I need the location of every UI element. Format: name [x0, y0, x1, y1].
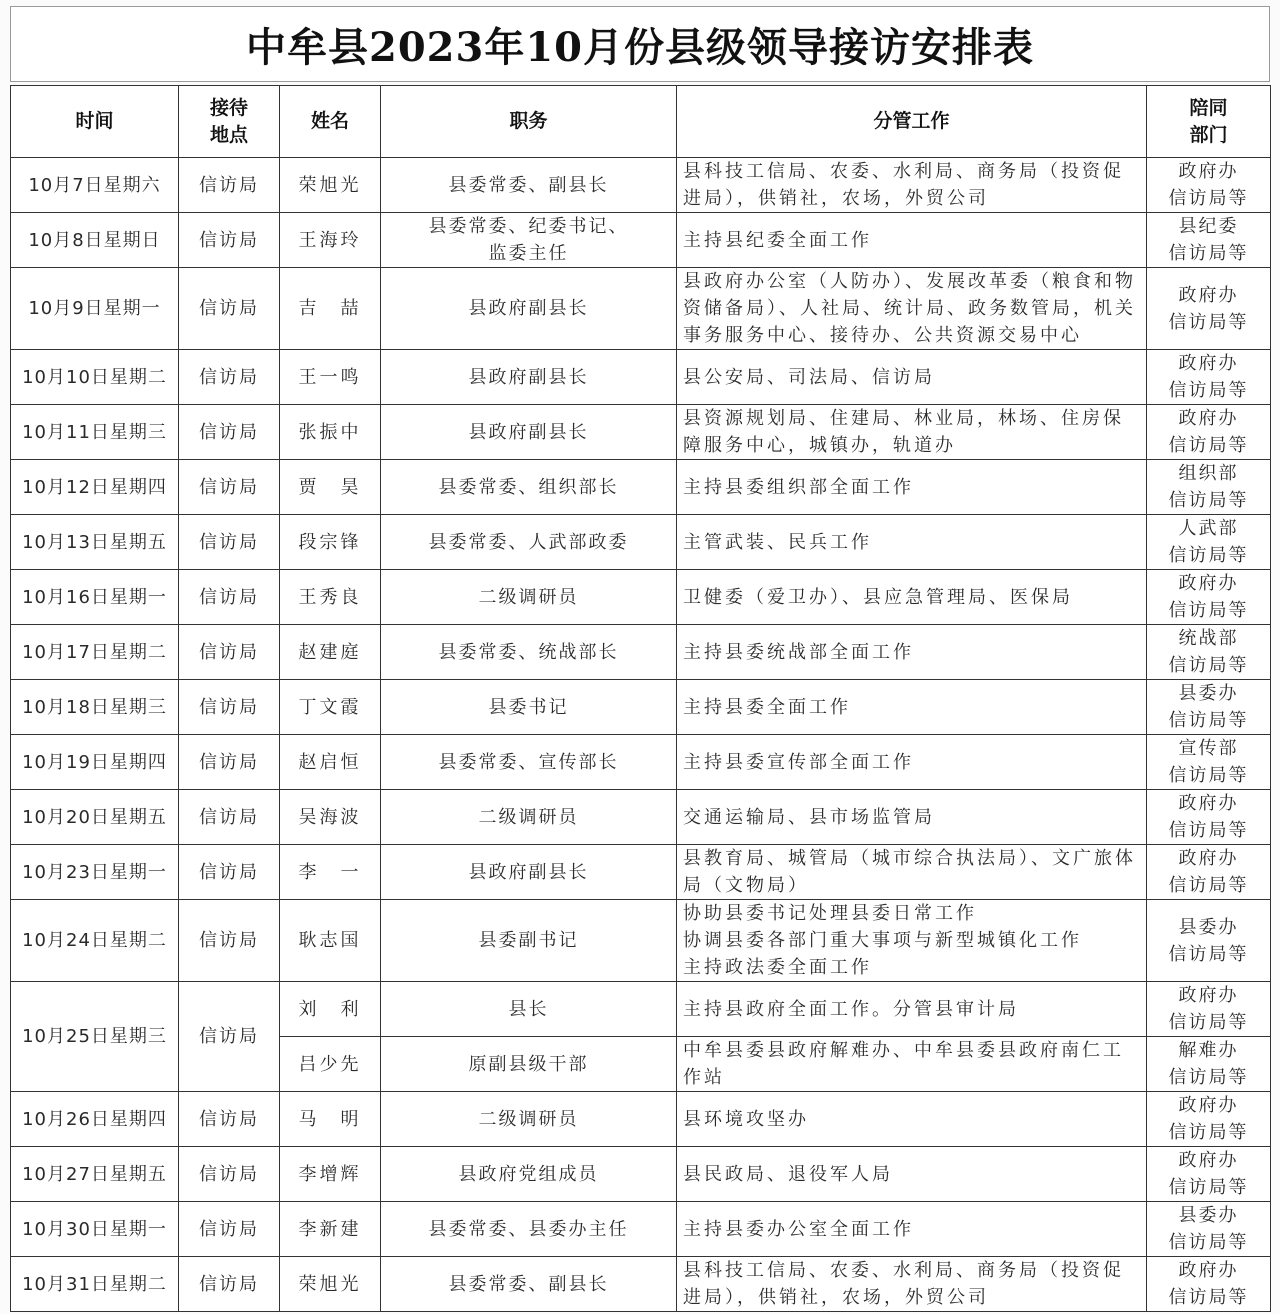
position-cell: 县委常委、宣传部长: [381, 735, 677, 790]
work-cell: 主持县委统战部全面工作: [677, 625, 1147, 680]
header-date: 时间: [11, 86, 179, 158]
dept-cell: 政府办 信访局等: [1147, 845, 1271, 900]
name-cell: 耿志国: [280, 900, 381, 982]
date-cell: 10月8日星期日: [11, 213, 179, 268]
work-cell: 卫健委（爱卫办）、县应急管理局、医保局: [677, 570, 1147, 625]
dept-cell: 统战部 信访局等: [1147, 625, 1271, 680]
name-cell: 刘 利: [280, 982, 381, 1037]
work-cell: 主持县委办公室全面工作: [677, 1202, 1147, 1257]
table-row: [11, 405, 1271, 460]
location-cell: 信访局: [179, 515, 280, 570]
location-cell: 信访局: [179, 213, 280, 268]
location-cell: 信访局: [179, 790, 280, 845]
work-cell: 主持县政府全面工作。分管县审计局: [677, 982, 1147, 1037]
table-row: [11, 158, 1271, 213]
header-work: 分管工作: [677, 86, 1147, 158]
position-cell: 原副县级干部: [381, 1037, 677, 1092]
dept-cell: 政府办 信访局等: [1147, 1092, 1271, 1147]
work-cell: 主持县纪委全面工作: [677, 213, 1147, 268]
name-cell: 贾 昊: [280, 460, 381, 515]
date-cell: 10月12日星期四: [11, 460, 179, 515]
location-cell: 信访局: [179, 1257, 280, 1312]
location-cell: 信访局: [179, 900, 280, 982]
dept-cell: 解难办 信访局等: [1147, 1037, 1271, 1092]
dept-cell: 政府办 信访局等: [1147, 1257, 1271, 1312]
dept-cell: 县委办 信访局等: [1147, 680, 1271, 735]
work-cell: 县科技工信局、农委、水利局、商务局（投资促进局），供销社，农场，外贸公司: [677, 1257, 1147, 1312]
position-cell: 县委常委、县委办主任: [381, 1202, 677, 1257]
table-row: [11, 1202, 1271, 1257]
location-cell: 信访局: [179, 1202, 280, 1257]
position-cell: 二级调研员: [381, 570, 677, 625]
position-cell: 县委常委、纪委书记、 监委主任: [381, 213, 677, 268]
work-cell: 县公安局、司法局、信访局: [677, 350, 1147, 405]
work-cell: 主持县委组织部全面工作: [677, 460, 1147, 515]
position-cell: 县政府副县长: [381, 350, 677, 405]
date-cell: 10月24日星期二: [11, 900, 179, 982]
header-dept: 陪同 部门: [1147, 86, 1271, 158]
table-row: [11, 213, 1271, 268]
work-cell: 中牟县委县政府解难办、中牟县委县政府南仁工作站: [677, 1037, 1147, 1092]
name-cell: 赵建庭: [280, 625, 381, 680]
date-cell: 10月11日星期三: [11, 405, 179, 460]
header-location: 接待 地点: [179, 86, 280, 158]
position-cell: 县长: [381, 982, 677, 1037]
header-name: 姓名: [280, 86, 381, 158]
table-row: [11, 735, 1271, 790]
location-cell: 信访局: [179, 268, 280, 350]
position-cell: 县委副书记: [381, 900, 677, 982]
work-cell: 主管武装、民兵工作: [677, 515, 1147, 570]
work-cell: 县资源规划局、住建局、林业局，林场、住房保障服务中心，城镇办，轨道办: [677, 405, 1147, 460]
date-cell: 10月30日星期一: [11, 1202, 179, 1257]
name-cell: 李增辉: [280, 1147, 381, 1202]
date-cell: 10月16日星期一: [11, 570, 179, 625]
name-cell: 王秀良: [280, 570, 381, 625]
table-row: [11, 1147, 1271, 1202]
name-cell: 赵启恒: [280, 735, 381, 790]
dept-cell: 县纪委 信访局等: [1147, 213, 1271, 268]
table-header-row: [11, 86, 1271, 158]
date-cell: 10月10日星期二: [11, 350, 179, 405]
location-cell: 信访局: [179, 735, 280, 790]
dept-cell: 政府办 信访局等: [1147, 570, 1271, 625]
date-cell: 10月19日星期四: [11, 735, 179, 790]
date-cell: 10月13日星期五: [11, 515, 179, 570]
table-row: [11, 625, 1271, 680]
name-cell: 丁文霞: [280, 680, 381, 735]
table-row: [11, 680, 1271, 735]
work-cell: 主持县委全面工作: [677, 680, 1147, 735]
dept-cell: 政府办 信访局等: [1147, 350, 1271, 405]
name-cell: 马 明: [280, 1092, 381, 1147]
name-cell: 吉 喆: [280, 268, 381, 350]
page-title: 中牟县2023年10月份县级领导接访安排表: [246, 23, 1034, 71]
position-cell: 县委常委、副县长: [381, 158, 677, 213]
dept-cell: 政府办 信访局等: [1147, 158, 1271, 213]
name-cell: 张振中: [280, 405, 381, 460]
location-cell: 信访局: [179, 680, 280, 735]
table-row: [11, 515, 1271, 570]
location-cell: 信访局: [179, 570, 280, 625]
date-cell: 10月18日星期三: [11, 680, 179, 735]
date-cell: 10月17日星期二: [11, 625, 179, 680]
table-row: [11, 845, 1271, 900]
dept-cell: 宣传部 信访局等: [1147, 735, 1271, 790]
table-row: [11, 460, 1271, 515]
date-cell: 10月7日星期六: [11, 158, 179, 213]
table-row: [11, 790, 1271, 845]
table-row: [11, 982, 1271, 1037]
location-cell: 信访局: [179, 845, 280, 900]
position-cell: 县政府副县长: [381, 845, 677, 900]
position-cell: 县委常委、人武部政委: [381, 515, 677, 570]
position-cell: 二级调研员: [381, 1092, 677, 1147]
work-cell: 县科技工信局、农委、水利局、商务局（投资促进局），供销社，农场，外贸公司: [677, 158, 1147, 213]
work-cell: 协助县委书记处理县委日常工作 协调县委各部门重大事项与新型城镇化工作 主持政法委全面工作: [677, 900, 1147, 982]
date-cell: 10月31日星期二: [11, 1257, 179, 1312]
title-box: [10, 6, 1270, 82]
name-cell: 段宗锋: [280, 515, 381, 570]
header-position: 职务: [381, 86, 677, 158]
location-cell: 信访局: [179, 1092, 280, 1147]
work-cell: 县政府办公室（人防办）、发展改革委（粮食和物资储备局）、人社局、统计局、政务数管局，机关事务服务中心、接待办、公共资源交易中心: [677, 268, 1147, 350]
table-row: [11, 268, 1271, 350]
location-cell: 信访局: [179, 350, 280, 405]
name-cell: 李新建: [280, 1202, 381, 1257]
location-cell: 信访局: [179, 460, 280, 515]
position-cell: 县委常委、组织部长: [381, 460, 677, 515]
dept-cell: 政府办 信访局等: [1147, 1147, 1271, 1202]
position-cell: 二级调研员: [381, 790, 677, 845]
name-cell: 王海玲: [280, 213, 381, 268]
dept-cell: 政府办 信访局等: [1147, 405, 1271, 460]
work-cell: 交通运输局、县市场监管局: [677, 790, 1147, 845]
name-cell: 王一鸣: [280, 350, 381, 405]
date-cell: 10月23日星期一: [11, 845, 179, 900]
table-row: [11, 570, 1271, 625]
table-row: [11, 900, 1271, 982]
name-cell: 吴海波: [280, 790, 381, 845]
location-cell: 信访局: [179, 158, 280, 213]
position-cell: 县委书记: [381, 680, 677, 735]
position-cell: 县政府副县长: [381, 405, 677, 460]
dept-cell: 政府办 信访局等: [1147, 790, 1271, 845]
date-cell: 10月27日星期五: [11, 1147, 179, 1202]
table-row: [11, 350, 1271, 405]
date-cell: 10月20日星期五: [11, 790, 179, 845]
dept-cell: 县委办 信访局等: [1147, 1202, 1271, 1257]
table-row: [11, 1092, 1271, 1147]
dept-cell: 县委办 信访局等: [1147, 900, 1271, 982]
dept-cell: 政府办 信访局等: [1147, 982, 1271, 1037]
dept-cell: 人武部 信访局等: [1147, 515, 1271, 570]
position-cell: 县委常委、统战部长: [381, 625, 677, 680]
date-cell: 10月25日星期三: [11, 982, 179, 1092]
date-cell: 10月9日星期一: [11, 268, 179, 350]
position-cell: 县委常委、副县长: [381, 1257, 677, 1312]
table-row: [11, 1257, 1271, 1312]
location-cell: 信访局: [179, 405, 280, 460]
position-cell: 县政府党组成员: [381, 1147, 677, 1202]
schedule-table: [10, 85, 1271, 1312]
name-cell: 吕少先: [280, 1037, 381, 1092]
work-cell: 县环境攻坚办: [677, 1092, 1147, 1147]
name-cell: 荣旭光: [280, 158, 381, 213]
name-cell: 李 一: [280, 845, 381, 900]
work-cell: 主持县委宣传部全面工作: [677, 735, 1147, 790]
dept-cell: 组织部 信访局等: [1147, 460, 1271, 515]
location-cell: 信访局: [179, 1147, 280, 1202]
date-cell: 10月26日星期四: [11, 1092, 179, 1147]
position-cell: 县政府副县长: [381, 268, 677, 350]
location-cell: 信访局: [179, 982, 280, 1092]
work-cell: 县教育局、城管局（城市综合执法局）、文广旅体局（文物局）: [677, 845, 1147, 900]
work-cell: 县民政局、退役军人局: [677, 1147, 1147, 1202]
name-cell: 荣旭光: [280, 1257, 381, 1312]
location-cell: 信访局: [179, 625, 280, 680]
dept-cell: 政府办 信访局等: [1147, 268, 1271, 350]
